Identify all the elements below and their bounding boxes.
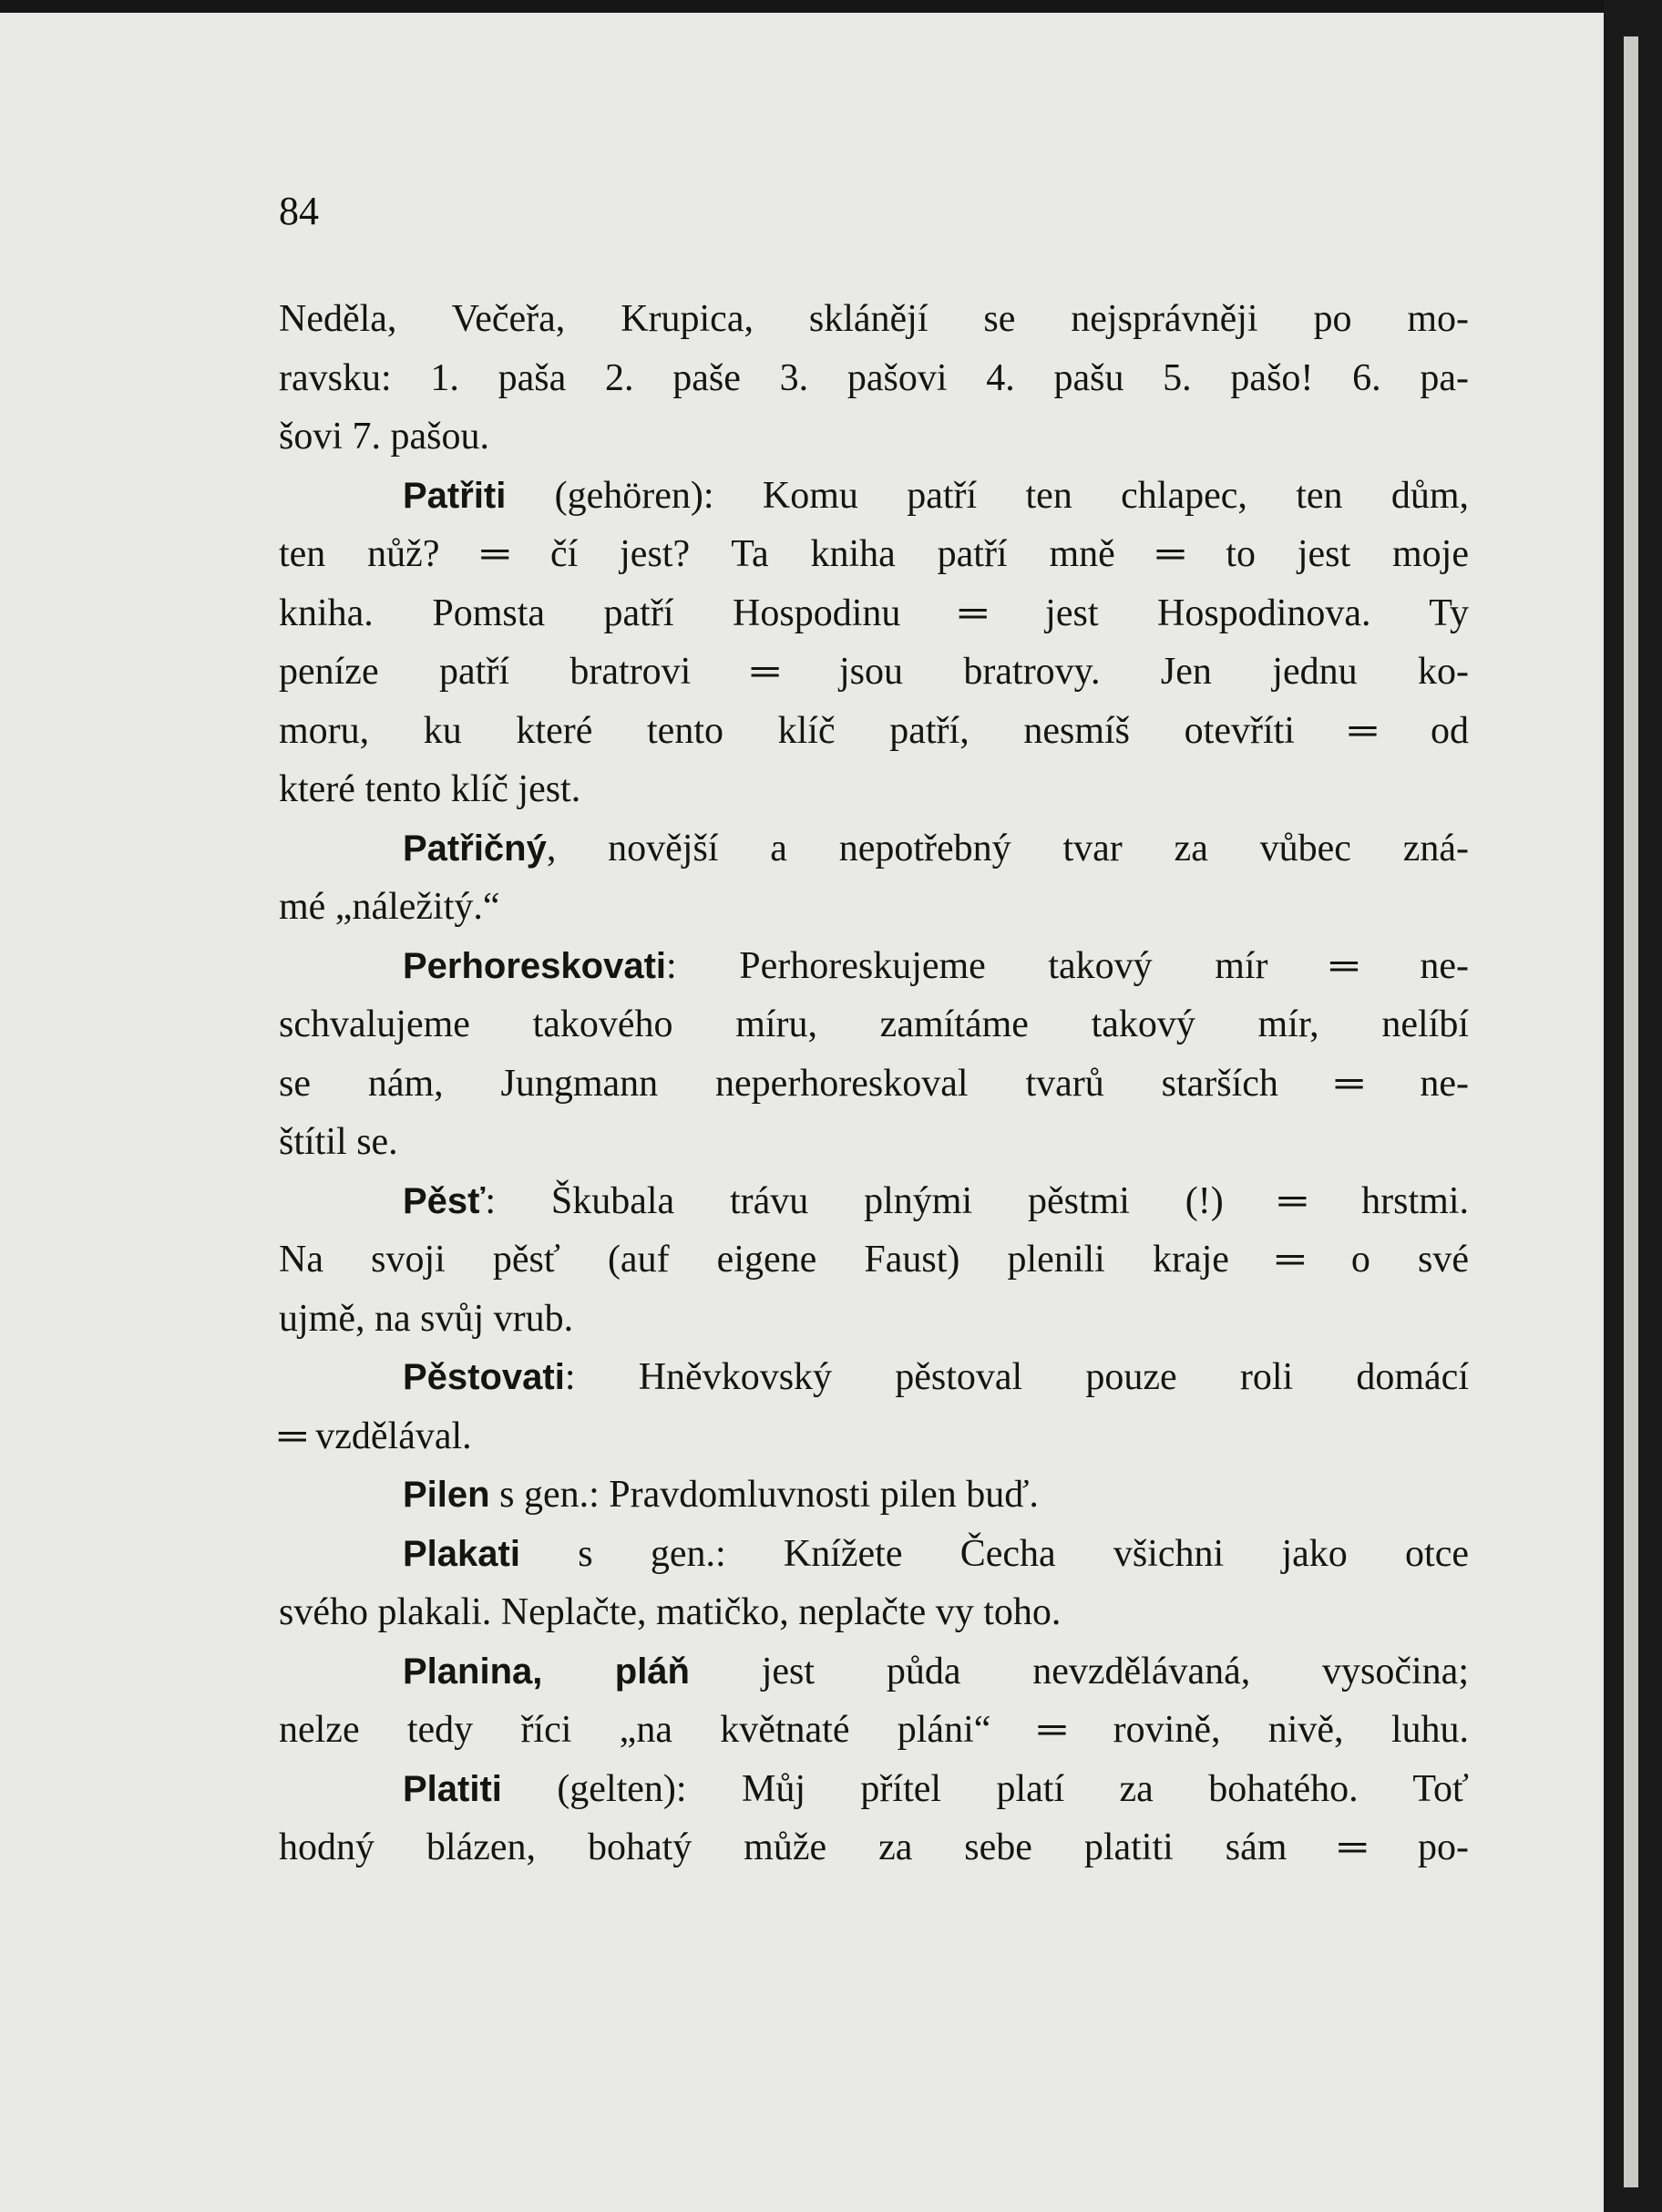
- entry-patriti: Patřiti (gehören): Komu patří ten chlapec, ten dům,: [403, 474, 1469, 517]
- headword-planina: Planina, pláň: [403, 1651, 690, 1692]
- headword-pestovati: Pěstovati: [403, 1357, 565, 1397]
- text-line-2: ravsku: 1. paša 2. paše 3. pašovi 4. pašu 5. pašo! 6. pa-: [279, 356, 1469, 399]
- headword-patriti: Patřiti: [403, 475, 507, 516]
- scan-top-border: [0, 0, 1604, 13]
- entry-planina: Planina, pláň jest půda nevzdělávaná, vysočina;: [403, 1650, 1469, 1692]
- scan-right-edge: [1604, 0, 1662, 2212]
- text-line-25: nelze tedy říci „na květnaté pláni“ ═ rovině, nivě, luhu.: [279, 1709, 1469, 1751]
- headword-perhoreskovati: Perhoreskovati: [403, 945, 667, 986]
- text-line-6: kniha. Pomsta patří Hospodinu ═ jest Hospodinova. Ty: [279, 592, 1469, 634]
- text-line-23: svého plakali. Neplačte, matičko, neplačte vy toho.: [279, 1591, 1062, 1633]
- text-line-11: mé „náležitý.“: [279, 886, 500, 928]
- dictionary-text: [279, 290, 1469, 1878]
- text-line-7: peníze patří bratrovi ═ jsou bratrovy. Jen jednu ko-: [279, 651, 1469, 693]
- text-line-9: které tento klíč jest.: [279, 768, 581, 810]
- headword-pest: Pěsť: [403, 1180, 486, 1221]
- text-line-15: štítil se.: [279, 1121, 398, 1163]
- text-line-1: Neděla, Večeřa, Krupica, sklánějí se nejsprávněji po mo-: [279, 298, 1469, 340]
- entry-pest: Pěsť: Škubala trávu plnými pěstmi (!) ═ hrstmi.: [403, 1179, 1469, 1222]
- headword-plakati: Plakati: [403, 1533, 520, 1574]
- text-line-14: se nám, Jungmann neperhoreskoval tvarů starších ═ ne-: [279, 1062, 1469, 1105]
- headword-platiti: Platiti: [403, 1768, 502, 1809]
- entry-plakati: Plakati s gen.: Knížete Čecha všichni jako otce: [403, 1532, 1469, 1575]
- text-line-5: ten nůž? ═ čí jest? Ta kniha patří mně ═ to jest moje: [279, 533, 1469, 575]
- headword-pilen: Pilen: [403, 1475, 490, 1515]
- entry-platiti: Platiti (gelten): Můj přítel platí za bohatého. Toť: [403, 1767, 1469, 1810]
- adjacent-page-strip: [1624, 36, 1638, 2187]
- text-line-8: moru, ku které tento klíč patří, nesmíš otevříti ═ od: [279, 709, 1469, 752]
- headword-patricny: Patřičný: [403, 828, 547, 869]
- text-line-20: ═ vzdělával.: [279, 1415, 472, 1457]
- entry-patricny: Patřičný, novější a nepotřebný tvar za vůbec zná-: [403, 827, 1469, 869]
- entry-pestovati: Pěstovati: Hněvkovský pěstoval pouze roli domácí: [403, 1356, 1469, 1398]
- entry-perhoreskovati: Perhoreskovati: Perhoreskujeme takový mír ═ ne-: [403, 944, 1469, 987]
- text-line-3: šovi 7. pašou.: [279, 416, 489, 458]
- text-line-18: ujmě, na svůj vrub.: [279, 1297, 574, 1340]
- page-number: 84: [279, 189, 319, 233]
- text-line-27: hodný blázen, bohatý může za sebe platiti sám ═ po-: [279, 1826, 1469, 1868]
- entry-pilen: Pilen s gen.: Pravdomluvnosti pilen buď.: [403, 1474, 1039, 1516]
- text-line-17: Na svoji pěsť (auf eigene Faust) plenili kraje ═ o své: [279, 1239, 1469, 1281]
- text-line-13: schvalujeme takového míru, zamítáme takový mír, nelíbí: [279, 1003, 1469, 1045]
